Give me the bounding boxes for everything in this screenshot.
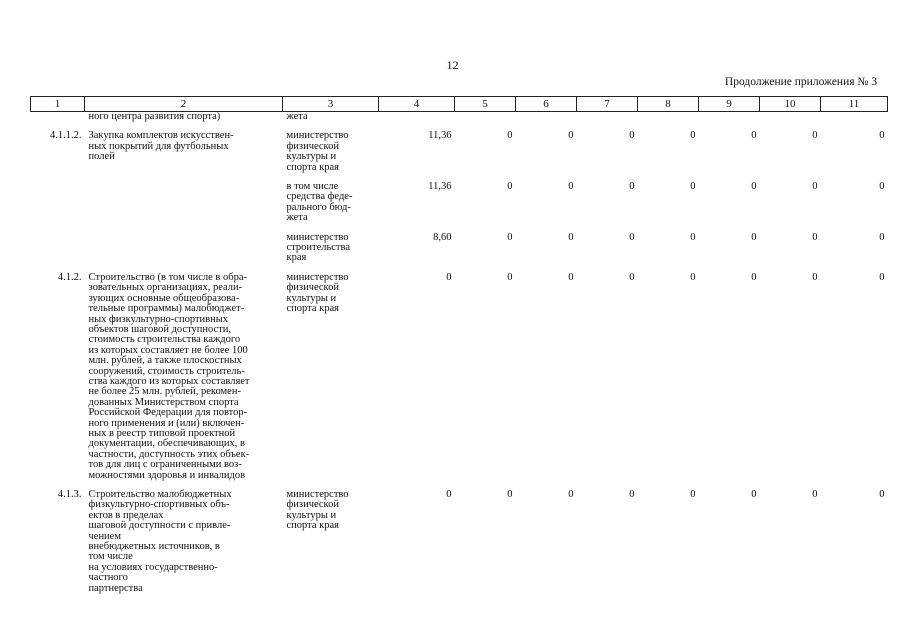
row-value: 0 — [568, 231, 574, 243]
row-value: 0 — [879, 181, 885, 193]
row-value: 11,36 — [428, 181, 452, 193]
column-header: 6 — [516, 97, 577, 112]
row-executor: министерство физической культуры и спорта края — [286, 130, 349, 173]
row-value: 0 — [507, 231, 513, 243]
row-value: 0 — [812, 489, 818, 500]
table-row — [31, 233, 888, 273]
column-header: 1 — [31, 97, 85, 112]
row-value: 0 — [812, 181, 818, 193]
column-header: 8 — [638, 97, 699, 112]
row-name: Закупка комплектов искусствен- ных покрытий для футбольных полей — [88, 130, 234, 163]
row-value — [699, 112, 760, 132]
row-value: 0 — [879, 489, 885, 500]
row-name: Строительство (в том числе в обра- зовательных организациях, реали- зующих основные общеобразова- тельные программы) малобюджет- ных физкультурно-спортивных объектов шаговой доступности, стоимость строительства каждого из которых составляет не более 100 млн. рублей, а также плоскостных сооружений, стоимость строитель- ства каждого из которых составляет не более 25 млн. рублей, рекомен- дованных Министерством спорта Российской Федерации для повтор- ного применения и (или) включен- ных в реестр типовой проектной документации, обеспечивающих, в частности, доступность этих объек- тов для лиц с ограниченными воз- можностями здоровья и инвалидов — [88, 271, 250, 481]
row-executor: жета — [286, 111, 308, 122]
row-code — [31, 112, 85, 132]
column-header: 11 — [821, 97, 888, 112]
row-code: 4.1.2. — [57, 271, 82, 283]
row-value: 0 — [629, 181, 635, 193]
row-value: 0 — [446, 489, 452, 500]
row-code: 4.1.1.2. — [50, 130, 82, 142]
row-value: 0 — [751, 231, 757, 243]
row-value: 11,36 — [428, 130, 452, 142]
table-row — [31, 131, 888, 182]
row-value: 0 — [507, 489, 513, 500]
row-value: 0 — [507, 271, 513, 283]
row-value: 0 — [629, 489, 635, 500]
appendix-table — [30, 96, 888, 594]
row-value: 0 — [568, 489, 574, 500]
row-value: 0 — [446, 271, 452, 283]
row-name: Строительство малобюджетных физкультурно-спортивных объ- ектов в пределах шаговой доступности с привле- чением внебюджетных источников, в том числе на условиях государственно- частного партнерства — [88, 489, 232, 594]
table-row — [31, 273, 888, 490]
row-value: 8,60 — [433, 231, 452, 243]
row-value: 0 — [751, 130, 757, 142]
table-row — [31, 112, 888, 132]
row-code: 4.1.3. — [57, 489, 82, 500]
row-value: 0 — [690, 130, 696, 142]
row-value: 0 — [751, 271, 757, 283]
column-header: 4 — [379, 97, 455, 112]
row-value: 0 — [568, 130, 574, 142]
row-value: 0 — [690, 489, 696, 500]
row-executor: министерство физической культуры и спорта края — [286, 489, 349, 532]
row-executor: министерство строительства края — [286, 231, 351, 264]
row-value — [455, 112, 516, 132]
row-value: 0 — [568, 271, 574, 283]
header-row — [31, 97, 888, 112]
row-value: 0 — [812, 130, 818, 142]
row-name — [85, 182, 283, 233]
row-value: 0 — [690, 231, 696, 243]
row-name: ного центра развития спорта) — [88, 111, 221, 122]
row-value: 0 — [812, 271, 818, 283]
row-code — [31, 233, 85, 273]
row-value: 0 — [629, 271, 635, 283]
row-value — [379, 112, 455, 132]
column-header: 9 — [699, 97, 760, 112]
row-value: 0 — [812, 231, 818, 243]
row-executor: в том числе средства феде- рального бюд- жета — [286, 181, 353, 224]
row-value: 0 — [751, 489, 757, 500]
column-header: 10 — [760, 97, 821, 112]
row-value: 0 — [879, 271, 885, 283]
row-value: 0 — [629, 130, 635, 142]
column-header: 2 — [85, 97, 283, 112]
column-header: 7 — [577, 97, 638, 112]
table-row — [31, 490, 888, 594]
page-number: 12 — [446, 58, 459, 72]
row-value: 0 — [690, 181, 696, 193]
row-executor: министерство физической культуры и спорта края — [286, 271, 349, 315]
row-value — [821, 112, 888, 132]
continuation-label: Продолжение приложения № 3 — [724, 76, 877, 88]
column-header: 3 — [283, 97, 379, 112]
row-value: 0 — [629, 231, 635, 243]
row-value: 0 — [507, 181, 513, 193]
row-value — [638, 112, 699, 132]
row-value — [577, 112, 638, 132]
row-value — [760, 112, 821, 132]
table-row — [31, 182, 888, 233]
row-value: 0 — [568, 181, 574, 193]
row-value: 0 — [879, 130, 885, 142]
column-header: 5 — [455, 97, 516, 112]
row-value: 0 — [751, 181, 757, 193]
row-value: 0 — [507, 130, 513, 142]
row-value — [516, 112, 577, 132]
row-value: 0 — [690, 271, 696, 283]
row-value: 0 — [879, 231, 885, 243]
row-name — [85, 233, 283, 273]
row-code — [31, 182, 85, 233]
